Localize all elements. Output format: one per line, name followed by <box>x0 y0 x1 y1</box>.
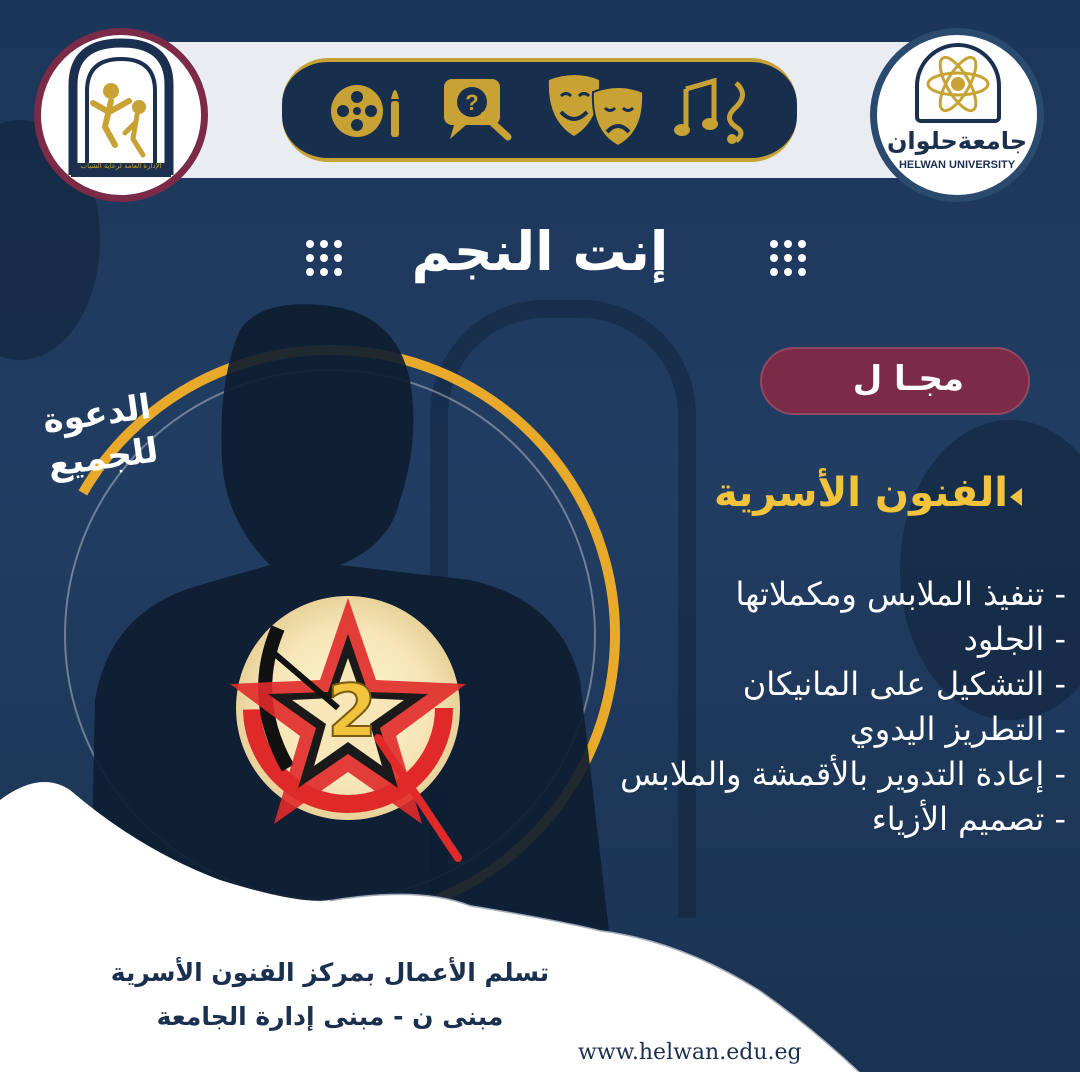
list-item: - التشكيل على المانيكان <box>620 662 1066 707</box>
invitation-line: الدعوة <box>40 386 154 442</box>
footer-line: مبنى ن - مبنى إدارة الجامعة <box>156 1002 504 1031</box>
website-link[interactable]: www.helwan.edu.eg <box>578 1040 802 1065</box>
emblem-number: 2 <box>326 669 378 753</box>
svg-text:?: ? <box>465 90 479 115</box>
list-item: - تصميم الأزياء <box>620 797 1066 842</box>
list-item: - تنفيذ الملابس ومكملاتها <box>620 572 1066 617</box>
youth-care-caption: الإدارة العامة لرعاية الشباب <box>80 162 162 170</box>
university-name-english: HELWAN UNIVERSITY <box>898 159 1016 171</box>
university-name-arabic: جامعةحلوان <box>886 127 1028 155</box>
field-heading: الفنون الأسرية <box>714 470 1008 516</box>
invitation-line: للجميع <box>45 430 161 486</box>
footer-line: تسلم الأعمال بمركز الفنون الأسرية <box>110 958 550 987</box>
list-item: - الجلود <box>620 617 1066 662</box>
list-item: - إعادة التدوير بالأقمشة والملابس <box>620 752 1066 797</box>
list-item: - التطريز اليدوي <box>620 707 1066 752</box>
poster-title: إنت النجم <box>411 220 669 283</box>
field-label: مجـا ل <box>852 359 964 399</box>
